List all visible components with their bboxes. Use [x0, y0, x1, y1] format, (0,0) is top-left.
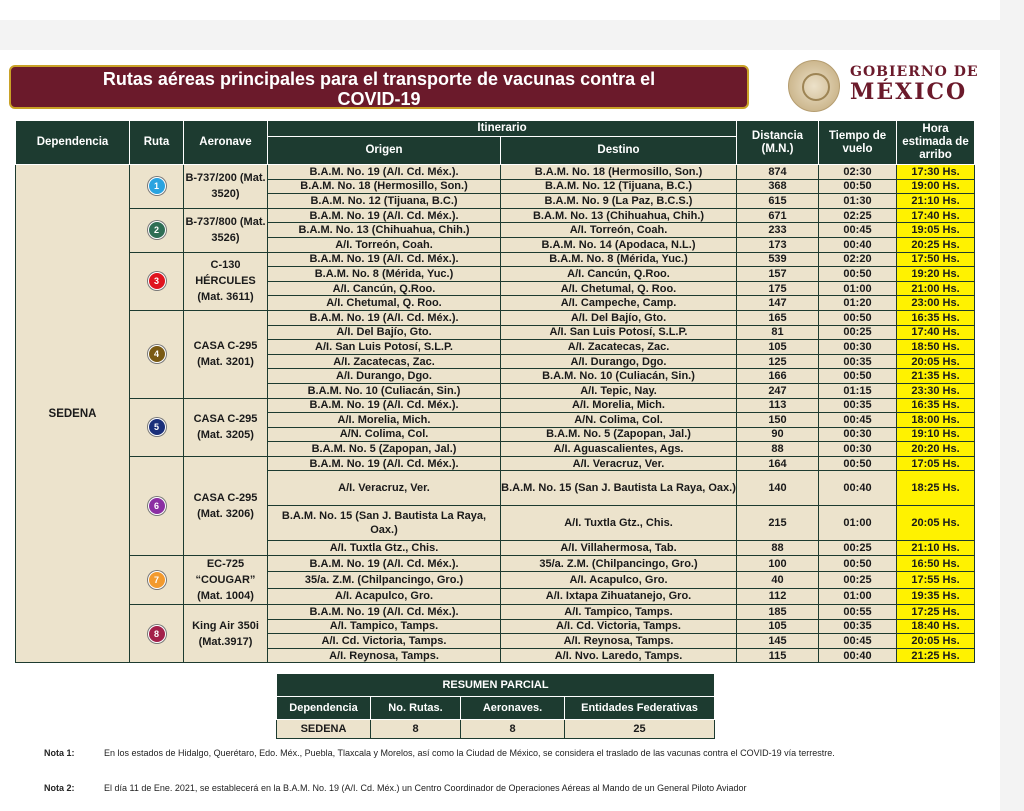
title-line-1: Rutas aéreas principales para el transporte de vacunas contra el [102, 69, 656, 89]
distance-cell: 88 [737, 541, 819, 556]
route-cell [130, 398, 184, 456]
aircraft-cell: C-130 HÉRCULES (Mat. 3611) [184, 252, 268, 310]
route-cell [130, 208, 184, 252]
distance-cell: 165 [737, 310, 819, 325]
arrival-time-cell: 17:25 Hs. [897, 605, 975, 620]
flight-time-cell: 01:30 [819, 194, 897, 209]
arrival-time-cell: 17:30 Hs. [897, 165, 975, 180]
arrival-time-cell: 18:00 Hs. [897, 413, 975, 428]
flight-time-cell: 00:50 [819, 310, 897, 325]
table-row [16, 556, 975, 572]
origin-cell: A/N. Colima, Col. [268, 427, 501, 442]
origin-cell: B.A.M. No. 19 (A/I. Cd. Méx.). [268, 605, 501, 620]
flight-time-cell: 00:50 [819, 456, 897, 471]
note-2-label: Nota 2: [44, 783, 75, 793]
destination-cell: A/I. Ixtapa Zihuatanejo, Gro. [501, 588, 737, 604]
distance-cell: 166 [737, 369, 819, 384]
destination-cell: B.A.M. No. 14 (Apodaca, N.L.) [501, 237, 737, 252]
header-ruta: Ruta [130, 121, 184, 165]
arrival-time-cell: 23:30 Hs. [897, 383, 975, 398]
arrival-time-cell: 19:20 Hs. [897, 267, 975, 282]
origin-cell: B.A.M. No. 19 (A/I. Cd. Méx.). [268, 310, 501, 325]
origin-cell: A/I. Tampico, Tamps. [268, 619, 501, 634]
distance-cell: 105 [737, 619, 819, 634]
flight-time-cell: 00:50 [819, 179, 897, 194]
distance-cell: 671 [737, 208, 819, 223]
distance-cell: 247 [737, 383, 819, 398]
flight-time-cell: 00:50 [819, 267, 897, 282]
arrival-time-cell: 18:25 Hs. [897, 471, 975, 506]
distance-cell: 100 [737, 556, 819, 572]
route-number-badge: 4 [148, 345, 166, 363]
destination-cell: B.A.M. No. 9 (La Paz, B.C.S.) [501, 194, 737, 209]
flight-time-cell: 00:30 [819, 442, 897, 457]
origin-cell: B.A.M. No. 19 (A/I. Cd. Méx.). [268, 208, 501, 223]
origin-cell: A/I. Torreón, Coah. [268, 237, 501, 252]
arrival-time-cell: 19:35 Hs. [897, 588, 975, 604]
distance-cell: 539 [737, 252, 819, 267]
summary-value-aeronaves: 8 [461, 720, 565, 739]
arrival-time-cell: 21:25 Hs. [897, 648, 975, 663]
aircraft-cell: EC-725 “COUGAR” (Mat. 1004) [184, 556, 268, 605]
origin-cell: 35/a. Z.M. (Chilpancingo, Gro.) [268, 572, 501, 588]
destination-cell: A/I. Chetumal, Q. Roo. [501, 281, 737, 296]
flight-time-cell: 01:20 [819, 296, 897, 311]
flight-time-cell: 00:50 [819, 556, 897, 572]
route-number-badge: 3 [148, 272, 166, 290]
table-row [16, 605, 975, 620]
route-cell [130, 456, 184, 555]
note-1 [44, 748, 944, 759]
flight-time-cell: 00:25 [819, 572, 897, 588]
route-number-badge: 6 [148, 497, 166, 515]
header-tiempo: Tiempo de vuelo [819, 121, 897, 165]
flight-time-cell: 00:35 [819, 619, 897, 634]
origin-cell: B.A.M. No. 19 (A/I. Cd. Méx.). [268, 556, 501, 572]
flight-time-cell: 00:45 [819, 223, 897, 238]
origin-cell: B.A.M. No. 19 (A/I. Cd. Méx.). [268, 252, 501, 267]
arrival-time-cell: 20:25 Hs. [897, 237, 975, 252]
note-1-label: Nota 1: [44, 748, 75, 758]
origin-cell: A/I. Morelia, Mich. [268, 413, 501, 428]
route-number-badge: 7 [148, 571, 166, 589]
summary-header-rutas: No. Rutas. [371, 697, 461, 720]
distance-cell: 112 [737, 588, 819, 604]
flight-time-cell: 02:30 [819, 165, 897, 180]
flight-time-cell: 00:50 [819, 369, 897, 384]
header-itinerario: Itinerario [268, 121, 737, 137]
note-1-text: En los estados de Hidalgo, Querétaro, Edo. Méx., Puebla, Tlaxcala y Morelos, así como la Ciudad de México, se considera el traslado de las vacunas contra el COVID-19 vía terrestre. [104, 748, 835, 758]
flight-time-cell: 00:45 [819, 634, 897, 649]
arrival-time-cell: 20:05 Hs. [897, 506, 975, 541]
destination-cell: A/I. Morelia, Mich. [501, 398, 737, 413]
aircraft-cell: B-737/200 (Mat. 3520) [184, 165, 268, 209]
logo-text-line-1: GOBIERNO DE [850, 64, 979, 80]
distance-cell: 233 [737, 223, 819, 238]
distance-cell: 115 [737, 648, 819, 663]
arrival-time-cell: 19:10 Hs. [897, 427, 975, 442]
destination-cell: A/I. Aguascalientes, Ags. [501, 442, 737, 457]
destination-cell: A/I. Cd. Victoria, Tamps. [501, 619, 737, 634]
flight-time-cell: 00:35 [819, 398, 897, 413]
arrival-time-cell: 16:35 Hs. [897, 398, 975, 413]
gobierno-logo [788, 60, 988, 110]
note-2 [44, 783, 944, 794]
destination-cell: A/I. Veracruz, Ver. [501, 456, 737, 471]
flight-time-cell: 02:25 [819, 208, 897, 223]
destination-cell: A/I. Del Bajío, Gto. [501, 310, 737, 325]
arrival-time-cell: 23:00 Hs. [897, 296, 975, 311]
origin-cell: B.A.M. No. 15 (San J. Bautista La Raya, Oax.) [268, 506, 501, 541]
distance-cell: 90 [737, 427, 819, 442]
distance-cell: 215 [737, 506, 819, 541]
arrival-time-cell: 21:10 Hs. [897, 541, 975, 556]
document-title [9, 65, 749, 109]
flight-time-cell: 00:35 [819, 354, 897, 369]
summary-header-dependencia: Dependencia [277, 697, 371, 720]
destination-cell: A/I. Tepic, Nay. [501, 383, 737, 398]
summary-header-entidades: Entidades Federativas [565, 697, 715, 720]
destination-cell: B.A.M. No. 8 (Mérida, Yuc.) [501, 252, 737, 267]
aircraft-cell: B-737/800 (Mat. 3526) [184, 208, 268, 252]
arrival-time-cell: 16:35 Hs. [897, 310, 975, 325]
distance-cell: 113 [737, 398, 819, 413]
aircraft-cell: CASA C-295 (Mat. 3201) [184, 310, 268, 398]
origin-cell: B.A.M. No. 19 (A/I. Cd. Méx.). [268, 398, 501, 413]
destination-cell: B.A.M. No. 5 (Zapopan, Jal.) [501, 427, 737, 442]
distance-cell: 40 [737, 572, 819, 588]
header-hora: Hora estimada de arribo [897, 121, 975, 165]
distance-cell: 615 [737, 194, 819, 209]
summary-header-aeronaves: Aeronaves. [461, 697, 565, 720]
destination-cell: B.A.M. No. 18 (Hermosillo, Son.) [501, 165, 737, 180]
origin-cell: B.A.M. No. 8 (Mérida, Yuc.) [268, 267, 501, 282]
origin-cell: B.A.M. No. 19 (A/I. Cd. Méx.). [268, 165, 501, 180]
flight-time-cell: 00:30 [819, 340, 897, 355]
origin-cell: A/I. Acapulco, Gro. [268, 588, 501, 604]
origin-cell: B.A.M. No. 18 (Hermosillo, Son.) [268, 179, 501, 194]
arrival-time-cell: 17:40 Hs. [897, 325, 975, 340]
distance-cell: 185 [737, 605, 819, 620]
origin-cell: A/I. Reynosa, Tamps. [268, 648, 501, 663]
origin-cell: A/I. Del Bajío, Gto. [268, 325, 501, 340]
destination-cell: B.A.M. No. 12 (Tijuana, B.C.) [501, 179, 737, 194]
summary-value-dependencia: SEDENA [277, 720, 371, 739]
arrival-time-cell: 20:05 Hs. [897, 634, 975, 649]
destination-cell: A/I. Cancún, Q.Roo. [501, 267, 737, 282]
header-dependencia: Dependencia [16, 121, 130, 165]
destination-cell: A/I. Durango, Dgo. [501, 354, 737, 369]
arrival-time-cell: 18:40 Hs. [897, 619, 975, 634]
header-origen: Origen [268, 137, 501, 165]
aircraft-cell: King Air 350i (Mat.3917) [184, 605, 268, 663]
arrival-time-cell: 21:10 Hs. [897, 194, 975, 209]
aircraft-cell: CASA C-295 (Mat. 3205) [184, 398, 268, 456]
destination-cell: 35/a. Z.M. (Chilpancingo, Gro.) [501, 556, 737, 572]
route-cell [130, 605, 184, 663]
origin-cell: A/I. Veracruz, Ver. [268, 471, 501, 506]
table-row [16, 252, 975, 267]
national-seal-icon [788, 60, 840, 112]
distance-cell: 145 [737, 634, 819, 649]
routes-table [15, 120, 975, 663]
distance-cell: 88 [737, 442, 819, 457]
route-number-badge: 1 [148, 177, 166, 195]
destination-cell: A/I. Nvo. Laredo, Tamps. [501, 648, 737, 663]
flight-time-cell: 00:25 [819, 325, 897, 340]
arrival-time-cell: 17:05 Hs. [897, 456, 975, 471]
header-aeronave: Aeronave [184, 121, 268, 165]
flight-time-cell: 01:00 [819, 588, 897, 604]
flight-time-cell: 00:40 [819, 237, 897, 252]
flight-time-cell: 01:00 [819, 281, 897, 296]
route-number-badge: 8 [148, 625, 166, 643]
arrival-time-cell: 16:50 Hs. [897, 556, 975, 572]
table-row [16, 398, 975, 413]
route-number-badge: 5 [148, 418, 166, 436]
distance-cell: 81 [737, 325, 819, 340]
destination-cell: A/N. Colima, Col. [501, 413, 737, 428]
origin-cell: B.A.M. No. 10 (Culiacán, Sin.) [268, 383, 501, 398]
origin-cell: A/I. San Luis Potosí, S.L.P. [268, 340, 501, 355]
distance-cell: 140 [737, 471, 819, 506]
route-cell [130, 165, 184, 209]
summary-table [276, 673, 715, 739]
destination-cell: A/I. Campeche, Camp. [501, 296, 737, 311]
origin-cell: A/I. Zacatecas, Zac. [268, 354, 501, 369]
arrival-time-cell: 21:00 Hs. [897, 281, 975, 296]
flight-time-cell: 00:40 [819, 648, 897, 663]
arrival-time-cell: 19:05 Hs. [897, 223, 975, 238]
flight-time-cell: 00:40 [819, 471, 897, 506]
title-line-2: COVID-19 [337, 89, 421, 109]
arrival-time-cell: 20:20 Hs. [897, 442, 975, 457]
note-2-text: El día 11 de Ene. 2021, se establecerá en la B.A.M. No. 19 (A/I. Cd. Méx.) un Centro Coordinador de Operaciones Aéreas al Mando de un General Piloto Aviador [104, 783, 747, 793]
summary-value-rutas: 8 [371, 720, 461, 739]
flight-time-cell: 00:55 [819, 605, 897, 620]
distance-cell: 874 [737, 165, 819, 180]
top-band [0, 0, 1000, 20]
destination-cell: A/I. Torreón, Coah. [501, 223, 737, 238]
flight-time-cell: 01:00 [819, 506, 897, 541]
origin-cell: A/I. Cancún, Q.Roo. [268, 281, 501, 296]
origin-cell: B.A.M. No. 19 (A/I. Cd. Méx.). [268, 456, 501, 471]
flight-time-cell: 00:30 [819, 427, 897, 442]
distance-cell: 150 [737, 413, 819, 428]
destination-cell: A/I. Tuxtla Gtz., Chis. [501, 506, 737, 541]
distance-cell: 105 [737, 340, 819, 355]
distance-cell: 175 [737, 281, 819, 296]
destination-cell: B.A.M. No. 13 (Chihuahua, Chih.) [501, 208, 737, 223]
origin-cell: A/I. Chetumal, Q. Roo. [268, 296, 501, 311]
route-cell [130, 556, 184, 605]
header-distancia: Distancia (M.N.) [737, 121, 819, 165]
arrival-time-cell: 21:35 Hs. [897, 369, 975, 384]
summary-title: RESUMEN PARCIAL [277, 674, 715, 697]
flight-time-cell: 00:25 [819, 541, 897, 556]
flight-time-cell: 02:20 [819, 252, 897, 267]
aircraft-cell: CASA C-295 (Mat. 3206) [184, 456, 268, 555]
table-row [16, 208, 975, 223]
arrival-time-cell: 17:55 Hs. [897, 572, 975, 588]
destination-cell: B.A.M. No. 15 (San J. Bautista La Raya, Oax.) [501, 471, 737, 506]
distance-cell: 173 [737, 237, 819, 252]
origin-cell: B.A.M. No. 5 (Zapopan, Jal.) [268, 442, 501, 457]
route-cell [130, 252, 184, 310]
distance-cell: 368 [737, 179, 819, 194]
destination-cell: A/I. San Luis Potosí, S.L.P. [501, 325, 737, 340]
table-row [16, 165, 975, 180]
distance-cell: 147 [737, 296, 819, 311]
flight-time-cell: 01:15 [819, 383, 897, 398]
destination-cell: A/I. Villahermosa, Tab. [501, 541, 737, 556]
flight-time-cell: 00:45 [819, 413, 897, 428]
arrival-time-cell: 17:50 Hs. [897, 252, 975, 267]
destination-cell: B.A.M. No. 10 (Culiacán, Sin.) [501, 369, 737, 384]
origin-cell: A/I. Cd. Victoria, Tamps. [268, 634, 501, 649]
destination-cell: A/I. Acapulco, Gro. [501, 572, 737, 588]
arrival-time-cell: 19:00 Hs. [897, 179, 975, 194]
origin-cell: A/I. Durango, Dgo. [268, 369, 501, 384]
distance-cell: 125 [737, 354, 819, 369]
distance-cell: 164 [737, 456, 819, 471]
destination-cell: A/I. Tampico, Tamps. [501, 605, 737, 620]
origin-cell: B.A.M. No. 12 (Tijuana, B.C.) [268, 194, 501, 209]
route-cell [130, 310, 184, 398]
origin-cell: A/I. Tuxtla Gtz., Chis. [268, 541, 501, 556]
destination-cell: A/I. Zacatecas, Zac. [501, 340, 737, 355]
table-row [16, 310, 975, 325]
logo-text-line-2: MÉXICO [850, 79, 968, 105]
routes-body [16, 165, 975, 663]
table-row [16, 456, 975, 471]
header-destino: Destino [501, 137, 737, 165]
route-number-badge: 2 [148, 221, 166, 239]
distance-cell: 157 [737, 267, 819, 282]
arrival-time-cell: 18:50 Hs. [897, 340, 975, 355]
arrival-time-cell: 17:40 Hs. [897, 208, 975, 223]
dependencia-cell: SEDENA [16, 165, 130, 663]
arrival-time-cell: 20:05 Hs. [897, 354, 975, 369]
destination-cell: A/I. Reynosa, Tamps. [501, 634, 737, 649]
origin-cell: B.A.M. No. 13 (Chihuahua, Chih.) [268, 223, 501, 238]
summary-value-entidades: 25 [565, 720, 715, 739]
